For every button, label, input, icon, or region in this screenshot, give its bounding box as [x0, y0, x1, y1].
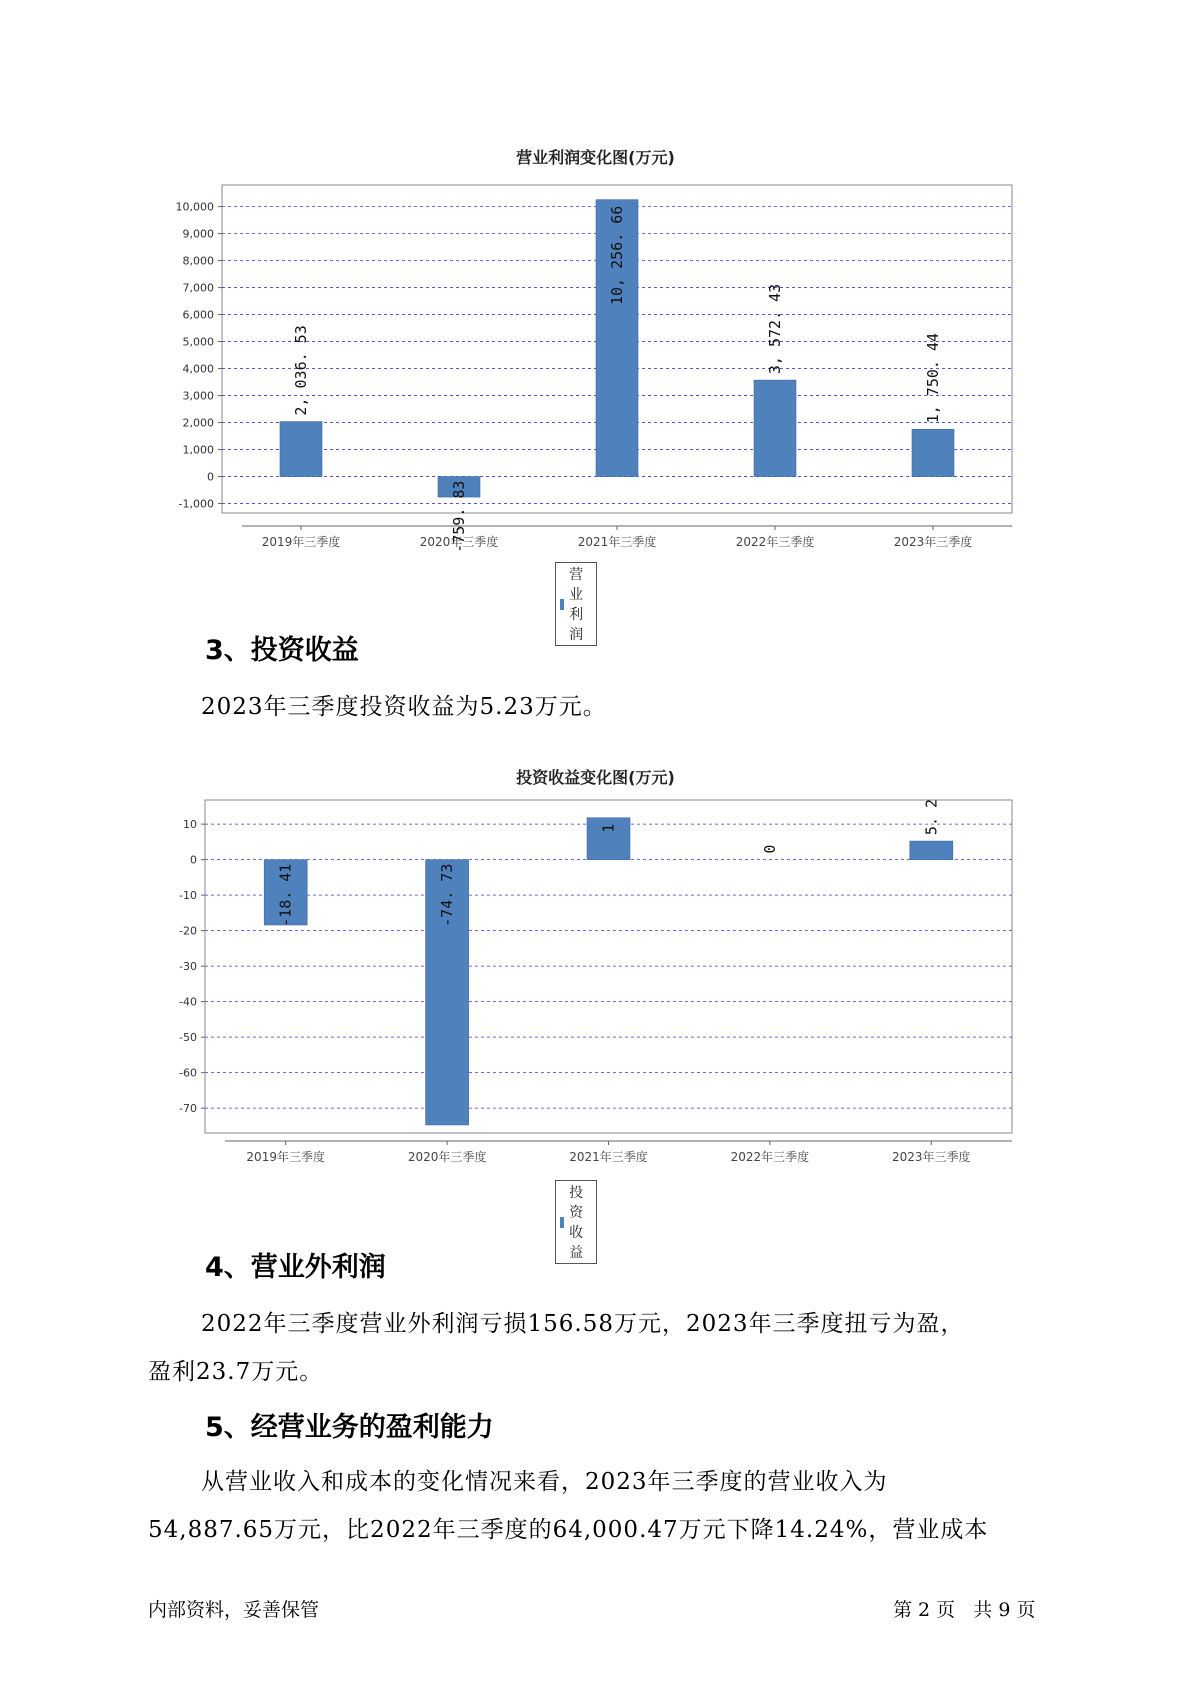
legend-swatch: [560, 599, 564, 610]
data-label: -18. 41: [276, 863, 295, 927]
paragraph-line: 盈利23.7万元。: [148, 1359, 324, 1385]
data-label: -74. 73: [438, 863, 457, 927]
y-tick-label: -60: [179, 1066, 197, 1080]
legend-label: 营业利润: [569, 567, 584, 643]
chart-legend: [555, 1180, 597, 1264]
x-tick-label: 2021年三季度: [569, 1150, 648, 1164]
data-label: 2, 036. 53: [292, 325, 310, 416]
x-tick-label: 2023年三季度: [892, 1150, 971, 1164]
bar: [754, 380, 796, 476]
y-tick-label: 9,000: [182, 227, 214, 241]
y-tick-label: -50: [179, 1031, 197, 1045]
data-label: 3, 572. 43: [766, 283, 784, 375]
data-label: 5. 2: [922, 798, 941, 836]
data-label: 1, 750. 44: [924, 332, 942, 424]
y-tick-label: 4,000: [182, 362, 214, 376]
y-tick-label: -10: [179, 889, 197, 903]
section-3-heading: 3、投资收益: [205, 635, 359, 666]
bar: [280, 422, 322, 477]
paragraph-line: 2023年三季度投资收益为5.23万元。: [201, 694, 607, 720]
y-tick-label: -1,000: [178, 497, 214, 511]
x-tick-label: 2019年三季度: [261, 535, 341, 549]
x-tick-label: 2022年三季度: [735, 535, 815, 549]
x-tick-label: 2019年三季度: [246, 1150, 325, 1164]
x-tick-label: 2022年三季度: [730, 1150, 810, 1164]
y-tick-label: 5,000: [182, 335, 214, 349]
section-5-heading: 5、经营业务的盈利能力: [205, 1412, 494, 1443]
y-tick-label: 10: [183, 818, 197, 832]
x-tick-label: 2020年三季度: [407, 1150, 487, 1164]
y-tick-label: -70: [179, 1102, 197, 1116]
y-tick-label: 0: [190, 853, 197, 867]
paragraph-line: 从营业收入和成本的变化情况来看，2023年三季度的营业收入为: [201, 1469, 888, 1495]
y-tick-label: 6,000: [182, 308, 214, 322]
y-tick-label: 10,000: [175, 200, 214, 214]
x-tick-label: 2021年三季度: [577, 535, 657, 549]
data-label: -759. 83: [450, 480, 468, 553]
chart-title: 投资收益变化图(万元): [516, 768, 675, 787]
data-label: 0: [760, 844, 779, 854]
bar: [910, 841, 953, 860]
operating-profit-svg: [0, 130, 1191, 570]
section-5-paragraph: [148, 1458, 1048, 1554]
y-tick-label: 3,000: [182, 389, 214, 403]
bar: [912, 429, 954, 476]
paragraph-line: 2022年三季度营业外利润亏损156.58万元，2023年三季度扭亏为盈，: [201, 1311, 965, 1337]
y-tick-label: -30: [179, 960, 197, 974]
legend-label: 投资收益: [569, 1185, 584, 1261]
section-4-paragraph: [148, 1300, 1048, 1396]
data-label: 10, 256. 66: [608, 205, 626, 306]
y-tick-label: 7,000: [182, 281, 214, 295]
chart-legend: [555, 562, 597, 646]
y-tick-label: 1,000: [182, 443, 214, 457]
data-label: 1: [599, 823, 618, 833]
y-tick-label: 0: [207, 470, 214, 484]
y-tick-label: 2,000: [182, 416, 214, 430]
footer-confidential-note: 内部资料，妥善保管: [148, 1599, 320, 1621]
section-4-heading: 4、营业外利润: [205, 1252, 386, 1283]
x-tick-label: 2020年三季度: [419, 535, 499, 549]
legend-swatch: [560, 1217, 564, 1228]
investment-income-svg: [0, 750, 1191, 1190]
y-tick-label: -40: [179, 995, 197, 1009]
paragraph-line: 54,887.65万元，比2022年三季度的64,000.47万元下降14.24%，营业成本: [148, 1517, 989, 1543]
y-tick-label: -20: [179, 924, 197, 938]
section-3-paragraph: [148, 683, 1048, 731]
footer-page-number: 第 2 页 共 9 页: [893, 1599, 1036, 1621]
chart-title: 营业利润变化图(万元): [516, 148, 675, 167]
y-tick-label: 8,000: [182, 254, 214, 268]
x-tick-label: 2023年三季度: [893, 535, 973, 549]
